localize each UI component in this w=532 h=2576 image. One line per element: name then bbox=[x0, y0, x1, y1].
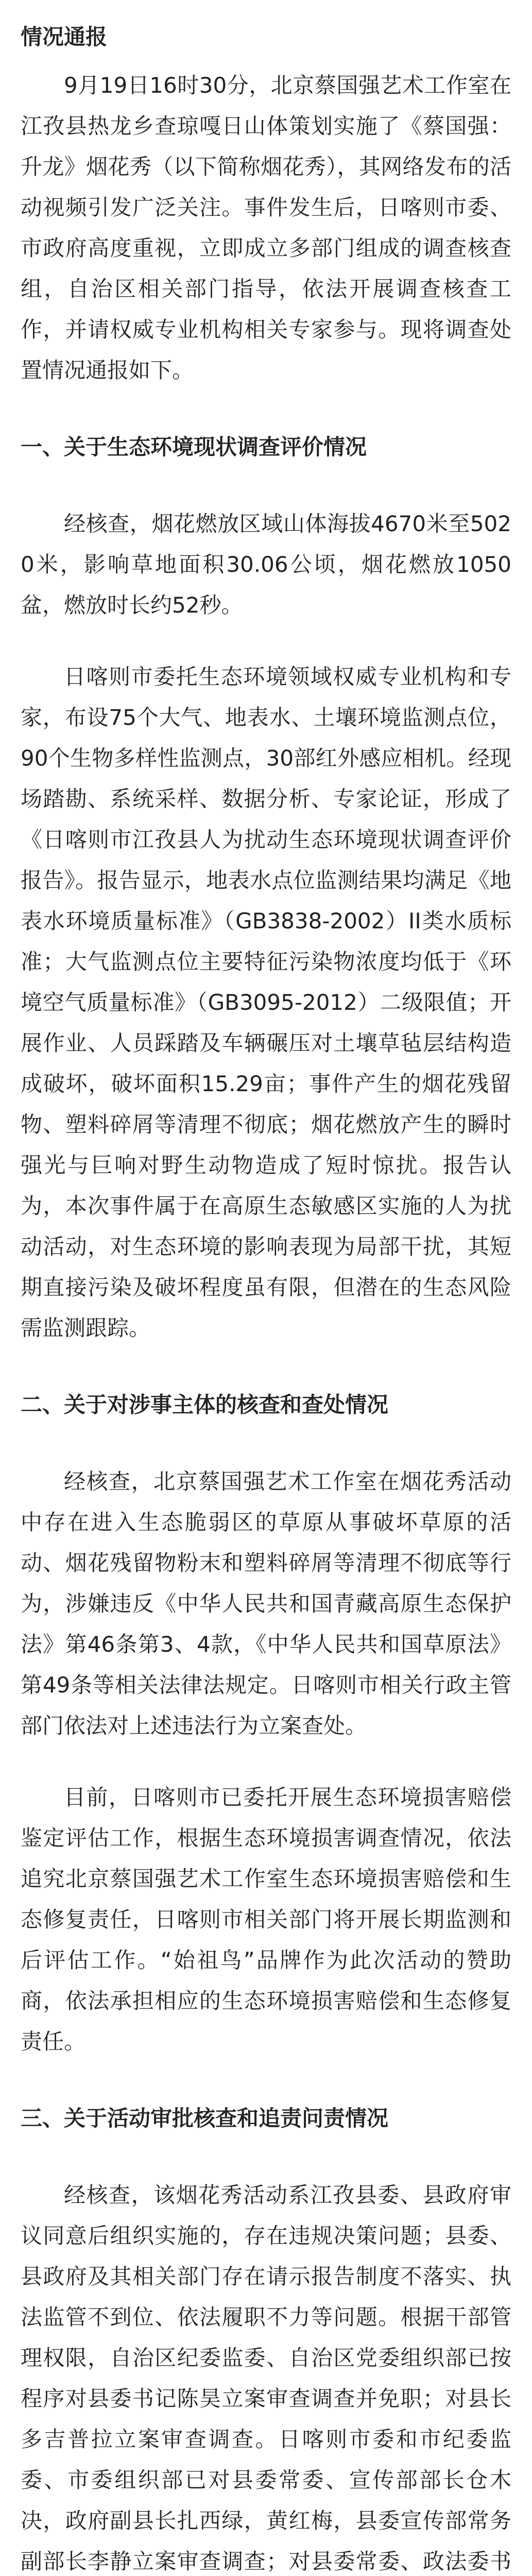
section-2-heading: 二、关于对涉事主体的核查和查处情况 bbox=[21, 1392, 389, 1417]
section-1-heading: 一、关于生态环境现状调查评价情况 bbox=[21, 434, 367, 460]
section-2-paragraph-1: 经核查，北京蔡国强艺术工作室在烟花秀活动中存在进入生态脆弱区的草原从事破坏草原的活动、烟花残留物粉末和塑料碎屑等清理不彻底等行为，涉嫌违反《中华人民共和国青藏高原生态保护法》第46条第3、4款，《中华人民共和国草原法》第49条等相关法律法规定。日喀则市相关行政主管部门依法对上述违法行为立案查处。 bbox=[21, 1469, 511, 1738]
section-1-paragraph-2: 日喀则市委托生态环境领域权威专业机构和专家，布设75个大气、地表水、土壤环境监测点位，90个生物多样性监测点，30部红外感应相机。经现场踏勘、系统采样、数据分析、专家论证，形成了《日喀则市江孜县人为扰动生态环境现状调查评价报告》。报告显示，地表水点位监测结果均满足《地表水环境质量标准》（GB3838-2002）II类水质标准；大气监测点位主要特征污染物浓度均低于《环境空气质量标准》（GB3095-2012）二级限值；开展作业、人员踩踏及车辆碾压对土壤草毡层结构造成破坏，破坏面积15.29亩；事件产生的烟花残留物、塑料碎屑等清理不彻底；烟花燃放产生的瞬时强光与巨响对野生动物造成了短时惊扰。报告认为，本次事件属于在高原生态敏感区实施的人为扰动活动，对生态环境的影响表现为局部干扰，其短期直接污染及破坏程度虽有限，但潜在的生态风险需监测跟踪。 bbox=[21, 664, 511, 1341]
section-1-paragraph-1: 经核查，烟花燃放区域山体海拔4670米至5020米，影响草地面积30.06公顷，烟花燃放1050盆，燃放时长约52秒。 bbox=[21, 511, 511, 618]
intro-paragraph: 9月19日16时30分，北京蔡国强艺术工作室在江孜县热龙乡查琼嘎日山体策划实施了《蔡国强：升龙》烟花秀（以下简称烟花秀），其网络发布的活动视频引发广泛关注。事件发生后，日喀则市委、市政府高度重视，立即成立多部门组成的调查核查组，自治区相关部门指导，依法开展调查核查工作，并请权威专业机构相关专家参与。现将调查处置情况通报如下。 bbox=[21, 73, 511, 383]
document-title: 情况通报 bbox=[21, 24, 108, 49]
section-2-paragraph-2: 目前，日喀则市已委托开展生态环境损害赔偿鉴定评估工作，根据生态环境损害调查情况，依法追究北京蔡国强艺术工作室生态环境损害赔偿和生态修复责任，日喀则市相关部门将开展长期监测和后评估工作。“始祖鸟”品牌作为此次活动的赞助商，依法承担相应的生态环境损害赔偿和生态修复责任。 bbox=[21, 1785, 511, 2054]
section-3-paragraph-1: 经核查，该烟花秀活动系江孜县委、县政府审议同意后组织实施的，存在违规决策问题；县委、县政府及其相关部门存在请示报告制度不落实、执法监管不到位、依法履职不力等问题。根据干部管理权限，自治区纪委监委、自治区党委组织部已按程序对县委书记陈昊立案审查调查并免职；对县长多吉普拉立案审查调查。日喀则市委和市纪委监委、市委组织部已对县委常委、宣传部部长仓木决，政府副县长扎西绿，黄红梅，县委宣传部常务副部长李静立案审查调查；对县委常委、政法委书 bbox=[21, 2182, 511, 2574]
section-3-heading: 三、关于活动审批核查和追责问责情况 bbox=[21, 2106, 389, 2131]
